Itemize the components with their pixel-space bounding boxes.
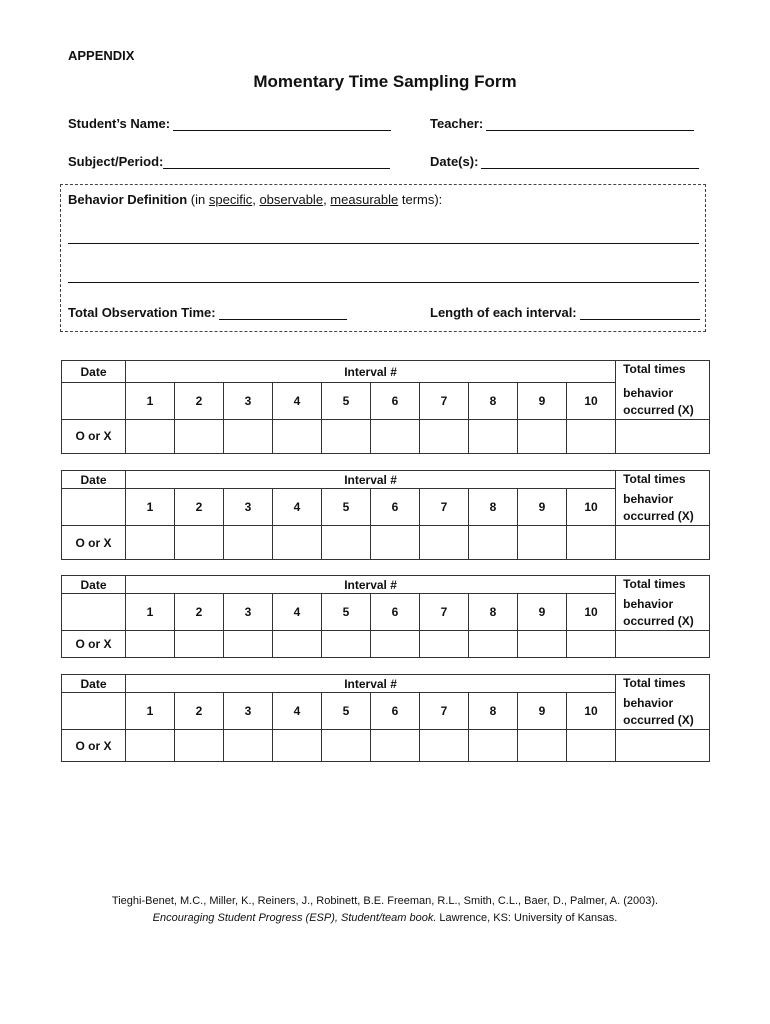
total-times-line-2: behavior [623,491,674,506]
interval-number: 1 [126,693,175,730]
o-or-x-label: O or X [62,419,126,453]
teacher-field [430,116,694,131]
total-times-header: Total times [616,471,710,489]
total-observation-time-label: Total Observation Time: [68,305,216,320]
total-times-line-3: occurred (X) [623,508,694,523]
total-times-subheader [616,693,710,730]
interval-entry-cell[interactable] [126,526,175,560]
interval-entry-cell[interactable] [273,730,322,762]
interval-number: 10 [567,489,616,526]
interval-entry-cell[interactable] [371,526,420,560]
interval-entry-cell[interactable] [518,419,567,453]
teacher-label: Teacher: [430,116,484,131]
interval-number: 5 [322,693,371,730]
total-times-header: Total times [616,361,710,383]
total-times-line-3: occurred (X) [623,712,694,727]
interval-entry-cell[interactable] [567,419,616,453]
date-cell[interactable] [62,594,126,631]
definition-text-close: terms): [398,192,443,207]
behavior-definition-label [68,192,442,207]
date-header: Date [62,576,126,594]
interval-number: 8 [469,383,518,420]
o-or-x-label: O or X [62,526,126,560]
interval-entry-cell[interactable] [420,730,469,762]
total-times-cell[interactable] [616,730,710,762]
interval-entry-cell[interactable] [567,526,616,560]
interval-entry-cell[interactable] [567,630,616,657]
definition-line-1[interactable] [68,243,699,244]
interval-number: 2 [175,594,224,631]
interval-entry-cell[interactable] [420,630,469,657]
total-observation-time-field [68,305,347,320]
appendix-label: APPENDIX [68,48,135,63]
total-times-cell[interactable] [616,526,710,560]
total-times-subheader [616,594,710,631]
total-times-line-3: occurred (X) [623,402,694,417]
interval-number: 2 [175,383,224,420]
interval-number: 9 [518,383,567,420]
interval-length-label: Length of each interval: [430,305,577,320]
interval-entry-cell[interactable] [126,630,175,657]
student-name-label: Student’s Name: [68,116,171,131]
date-header: Date [62,471,126,489]
interval-number: 2 [175,693,224,730]
interval-entry-cell[interactable] [518,730,567,762]
total-times-cell[interactable] [616,630,710,657]
total-times-line-2: behavior [623,596,674,611]
interval-number: 2 [175,489,224,526]
interval-number: 1 [126,594,175,631]
interval-entry-cell[interactable] [469,526,518,560]
interval-entry-cell[interactable] [224,526,273,560]
interval-entry-cell[interactable] [126,730,175,762]
interval-header: Interval # [126,361,616,383]
interval-entry-cell[interactable] [469,630,518,657]
definition-line-2[interactable] [68,282,699,283]
observation-table [61,674,710,762]
interval-number: 4 [273,489,322,526]
interval-number: 6 [371,594,420,631]
date-header: Date [62,361,126,383]
definition-measurable: measurable [330,192,399,207]
interval-length-input-line[interactable] [580,305,700,320]
date-cell[interactable] [62,383,126,420]
interval-header: Interval # [126,675,616,693]
page-title: Momentary Time Sampling Form [253,72,517,91]
interval-entry-cell[interactable] [175,419,224,453]
interval-number: 7 [420,383,469,420]
citation-line-1: Tieghi-Benet, M.C., Miller, K., Reiners, J., Robinett, B.E. Freeman, R.L., Smith, C.L., Baer, D., Palmer, A. (2003). [111,895,659,907]
definition-text-open: (in [187,192,209,207]
dates-input-line[interactable] [481,154,699,169]
citation [0,893,770,927]
definition-observable: observable [259,192,324,207]
interval-entry-cell[interactable] [175,526,224,560]
interval-number: 10 [567,383,616,420]
o-or-x-label: O or X [62,730,126,762]
definition-specific: specific [208,192,253,207]
interval-entry-cell[interactable] [126,419,175,453]
interval-number: 4 [273,383,322,420]
subject-period-field [68,154,390,169]
interval-entry-cell[interactable] [224,630,273,657]
interval-entry-cell[interactable] [420,526,469,560]
interval-entry-cell[interactable] [175,630,224,657]
observation-table [61,470,710,560]
interval-entry-cell[interactable] [322,419,371,453]
total-times-line-3: occurred (X) [623,613,694,628]
interval-entry-cell[interactable] [518,630,567,657]
dates-field [430,154,699,169]
interval-entry-cell[interactable] [371,630,420,657]
interval-number: 10 [567,594,616,631]
interval-header: Interval # [126,471,616,489]
o-or-x-label: O or X [62,630,126,657]
interval-length-field [430,305,700,320]
total-times-header: Total times [616,576,710,594]
interval-number: 7 [420,693,469,730]
dates-label: Date(s): [430,154,479,169]
interval-number: 5 [322,383,371,420]
interval-number: 4 [273,693,322,730]
interval-number: 10 [567,693,616,730]
interval-entry-cell[interactable] [371,730,420,762]
interval-entry-cell[interactable] [273,419,322,453]
interval-number: 3 [224,594,273,631]
interval-number: 6 [371,383,420,420]
teacher-input-line[interactable] [486,116,694,131]
interval-number: 5 [322,594,371,631]
interval-number: 7 [420,489,469,526]
interval-entry-cell[interactable] [273,526,322,560]
interval-number: 3 [224,489,273,526]
date-cell[interactable] [62,489,126,526]
interval-number: 3 [224,383,273,420]
interval-entry-cell[interactable] [322,630,371,657]
interval-number: 6 [371,693,420,730]
interval-entry-cell[interactable] [175,730,224,762]
interval-number: 9 [518,594,567,631]
interval-entry-cell[interactable] [420,419,469,453]
interval-number: 9 [518,693,567,730]
total-times-cell[interactable] [616,419,710,453]
interval-number: 8 [469,489,518,526]
interval-entry-cell[interactable] [224,730,273,762]
interval-entry-cell[interactable] [322,526,371,560]
date-header: Date [62,675,126,693]
total-times-header: Total times [616,675,710,693]
interval-number: 4 [273,594,322,631]
date-cell[interactable] [62,693,126,730]
interval-number: 7 [420,594,469,631]
total-times-subheader [616,383,710,420]
interval-number: 8 [469,693,518,730]
definition-comma-2: , [323,192,331,207]
total-observation-time-input-line[interactable] [219,305,347,320]
interval-number: 1 [126,489,175,526]
interval-header: Interval # [126,576,616,594]
student-name-field [68,116,391,131]
interval-entry-cell[interactable] [518,526,567,560]
total-times-line-2: behavior [623,385,674,400]
interval-entry-cell[interactable] [273,630,322,657]
interval-entry-cell[interactable] [371,419,420,453]
interval-entry-cell[interactable] [322,730,371,762]
interval-number: 8 [469,594,518,631]
citation-book-title: Encouraging Student Progress (ESP), Student/team book. [152,912,437,924]
interval-number: 5 [322,489,371,526]
observation-table [61,360,710,454]
interval-entry-cell[interactable] [224,419,273,453]
citation-publisher: Lawrence, KS: University of Kansas. [436,912,618,924]
citation-line-2 [0,910,770,927]
subject-period-label: Subject/Period: [68,154,164,169]
interval-number: 9 [518,489,567,526]
total-times-line-2: behavior [623,695,674,710]
interval-entry-cell[interactable] [567,730,616,762]
student-name-input-line[interactable] [173,116,391,131]
observation-table [61,575,710,658]
interval-number: 3 [224,693,273,730]
interval-number: 1 [126,383,175,420]
definition-comma-1: , [252,192,260,207]
interval-entry-cell[interactable] [469,419,518,453]
subject-period-input-line[interactable] [163,154,390,169]
behavior-definition-title: Behavior Definition [68,192,188,207]
interval-number: 6 [371,489,420,526]
total-times-subheader [616,489,710,526]
interval-entry-cell[interactable] [469,730,518,762]
